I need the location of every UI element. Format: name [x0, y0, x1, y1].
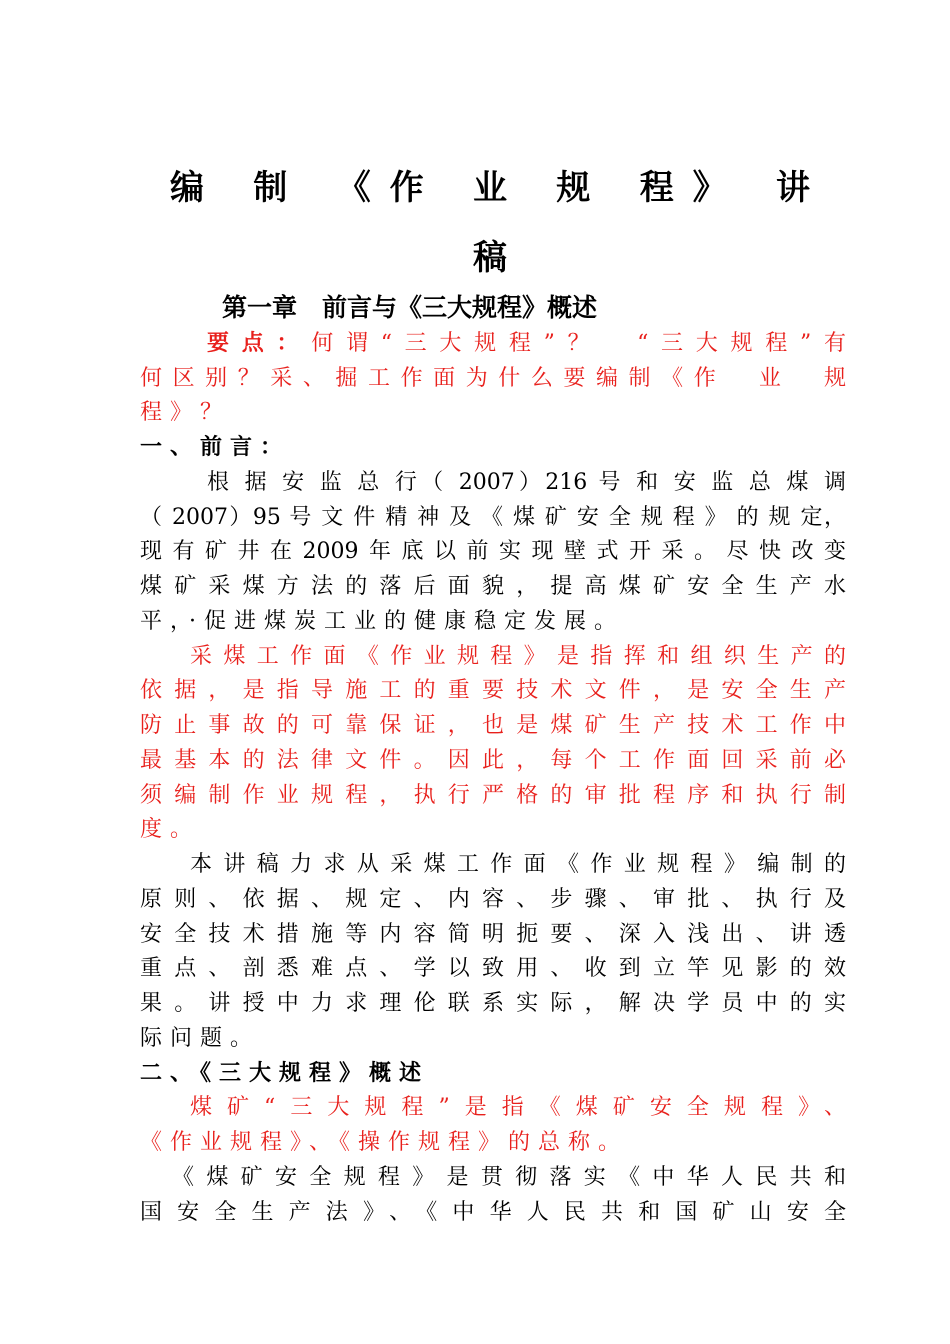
para3-line: 本讲稿力求从采煤工作面《作业规程》编制的: [190, 852, 846, 877]
keypoints-label: 要点：: [207, 331, 312, 356]
para1-line: 根 据 安 监 总 行（ 2007）216 号 和 安 监 总 煤 调: [207, 470, 846, 495]
para3-line: 重点、剖悉难点、学以致用、收到立竿见影的效: [140, 956, 846, 981]
para2-line: 须编制作业规程，执行严格的审批程序和执行制: [140, 783, 846, 808]
para2-line: 度。: [140, 817, 201, 842]
para4-line: 《作业规程》、《操作规程》的总称。: [140, 1130, 629, 1155]
section-heading-1: 一、前言：: [140, 435, 291, 460]
para1-line: 现有矿井在2009年底以前实现壁式开采。尽快改变: [140, 539, 846, 564]
keypoints-line-1: [207, 327, 846, 361]
chapter-heading: 第一章 前言与《三大规程》概述: [222, 293, 598, 322]
para5-line: 国安全生产法》、《中华人民共和国矿山安全: [140, 1200, 846, 1225]
document-title-tail: 稿: [473, 238, 507, 278]
para3-line: 际问题。: [140, 1026, 261, 1051]
para2-line: 采煤工作面《作业规程》是指挥和组织生产的: [190, 644, 846, 669]
para3-line: 原则、依据、规定、内容、步骤、审批、执行及: [140, 887, 846, 912]
para2-line: 依据，是指导施工的重要技术文件，是安全生产: [140, 678, 846, 703]
para2-line: 最基本的法律文件。因此，每个工作面回采前必: [140, 748, 846, 773]
para2-line: 防止事故的可靠保证，也是煤矿生产技术工作中: [140, 713, 846, 738]
para1-line: 平，·促进煤炭工业的健康稳定发展。: [140, 609, 624, 634]
keypoints-text: 何谓“三大规程”？ “三大规程”有: [311, 331, 846, 356]
para3-line: 安全技术措施等内容简明扼要、深入浅出、讲透: [140, 922, 846, 947]
keypoints-line-2: 何区别？采、掘工作面为什么要编制《作 业 规: [140, 366, 846, 391]
document-title: 编 制 《作 业 规 程》 讲: [170, 168, 810, 208]
para3-line: 果。讲授中力求理伦联系实际，解决学员中的实: [140, 991, 846, 1016]
section-heading-2: 二、《三大规程》概述: [140, 1061, 430, 1086]
keypoints-line-3: 程》？: [140, 400, 231, 425]
para4-line: 煤矿“三大规程”是指《煤矿安全规程》、: [190, 1095, 846, 1120]
para5-line: 《煤矿安全规程》是贯彻落实《中华人民共和: [172, 1165, 846, 1190]
para1-line: （ 2007）95 号 文 件 精 神 及 《 煤 矿 安 全 规 程 》 的 规 定，: [140, 505, 846, 530]
para1-line: 煤矿采煤方法的落后面貌，提高煤矿安全生产水: [140, 574, 846, 599]
